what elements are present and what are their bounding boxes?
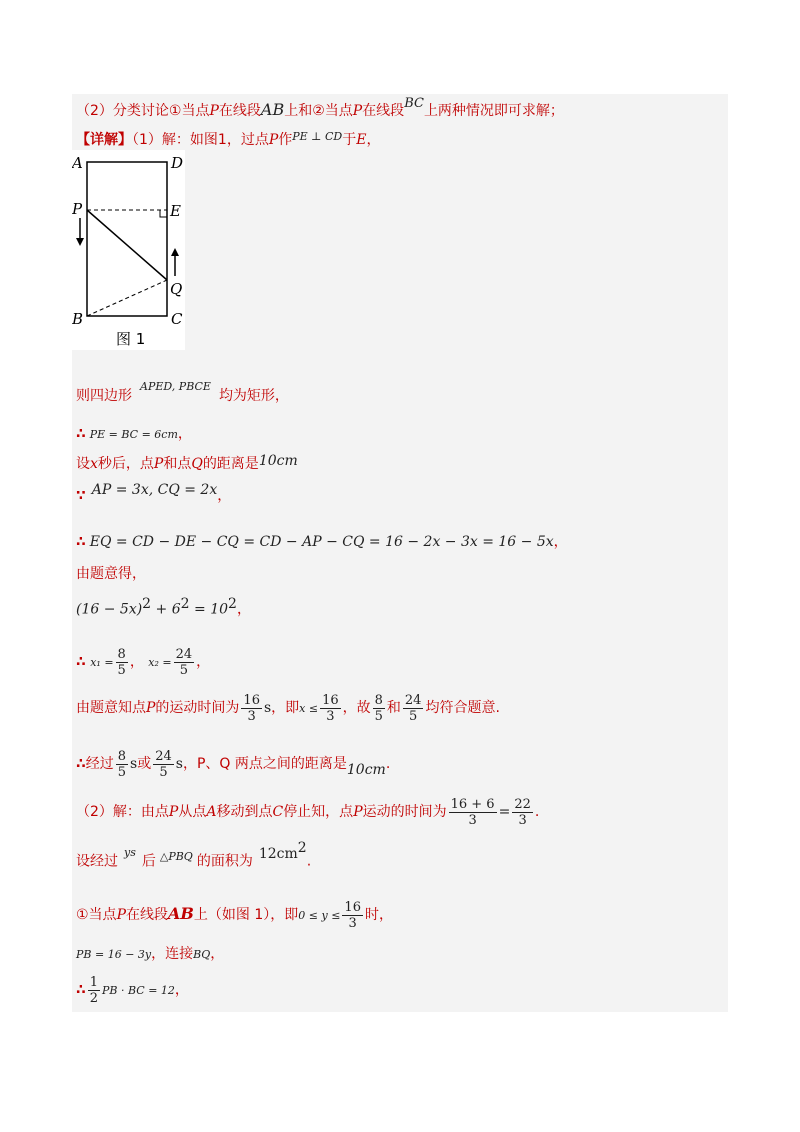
segment-pq	[87, 210, 167, 280]
step8-line: ∴ x₁ = $\frac{8}{5}$ ， x₂ = $\frac{24}{5}$ ，	[76, 646, 211, 678]
step4-line: ∵ AP = 3x, CQ = 2x，	[76, 482, 232, 504]
label-d: D	[171, 154, 184, 172]
figure-1	[72, 150, 185, 350]
label-e: E	[170, 202, 181, 220]
figure-caption: 图 1	[116, 330, 146, 348]
segment-bq	[87, 280, 167, 316]
step2-line: ∴ PE = BC = 6cm，	[76, 426, 192, 442]
rectangle-abcd	[87, 162, 167, 316]
step10-line: ∴经过 $\frac{8}{5}$ s或 $\frac{24}{5}$ s，P、Q 两点之间的距离是10cm.	[76, 748, 391, 780]
intro-line: （2）分类讨论①当点P在线段AB上和②当点P在线段BC上两种情况即可求解；	[76, 96, 564, 119]
detail-line: 【详解】（1）解：如图1，过点P作$^{PE \perp CD}$于E，	[76, 130, 381, 148]
step5-line: ∴ EQ = CD − DE − CQ = CD − AP − CQ = 16 − 2x − 3x = 16 − 5x，	[76, 534, 568, 550]
part2b-line: 设经过$^{ys}$后 $^{\triangle PBQ}$ 的面积为 $12cm^2$.	[76, 840, 312, 870]
step3-line: 设x秒后，点P和点Q的距离是10cm	[76, 453, 298, 472]
step9-line: 由题意知点P的运动时间为 $\frac{16}{3}$ s，即x ≤ $\frac{16}{3}$ ，故 $\frac{8}{5}$ 和 $\frac{24}{5}$ 均符合题意.	[76, 692, 500, 724]
right-angle-mark	[160, 210, 167, 217]
step6-line: 由题意得，	[76, 566, 146, 582]
case1-line: ①当点P在线段AB上（如图 1），即0 ≤ y ≤ $\frac{16}{3}$ 时，	[76, 899, 393, 931]
step7-line: $(16 - 5x)^2 + 6^2 = 10^2$，	[76, 596, 251, 618]
arrow-up-icon	[171, 248, 179, 256]
arrow-down-icon	[76, 238, 84, 246]
rectangle-diagram	[72, 150, 185, 350]
label-c: C	[171, 310, 183, 328]
label-b: B	[72, 310, 84, 328]
case1b-line: PB = 16 − 3y，连接BQ，	[76, 946, 225, 962]
case1c-line: ∴ $\frac{1}{2}$ PB · BC = 12，	[76, 974, 189, 1006]
label-q: Q	[170, 280, 183, 298]
label-a: A	[72, 154, 83, 172]
step1-line: 则四边形$^{APED, PBCE}$均为矩形，	[76, 380, 289, 404]
part2-line: （2）解：由点P从点A移动到点C停止知，点P运动的时间为 $\frac{16 + 6}{3}$ = $\frac{22}{3}$ .	[76, 796, 540, 828]
label-p: P	[72, 200, 83, 218]
